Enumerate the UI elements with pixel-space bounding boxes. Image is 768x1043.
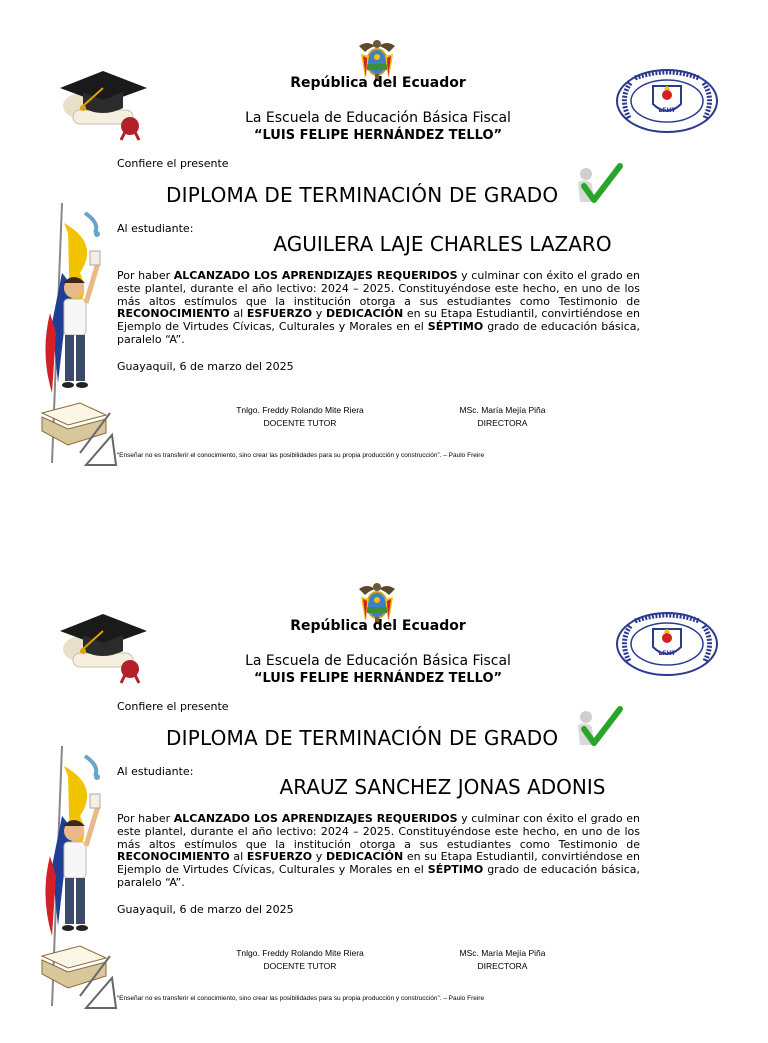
body-text: y culminar con éxito el grado en este plantel, durante el año lectivo: 2024 – 2025. Constituyéndose este hecho, en uno de los más altos estímulos que la institución otorga a sus estudiantes como Testimonio de xyxy=(117,269,640,308)
confiere-text: Confiere el presente xyxy=(117,157,229,170)
body-text: en su Etapa Estudiantil, convirtiéndose en Ejemplo de Virtudes Cívicas, Culturales y Morales en el xyxy=(117,307,640,334)
body-text: al xyxy=(229,307,247,321)
place-date: Guayaquil, 6 de marzo del 2025 xyxy=(117,903,294,916)
school-line: La Escuela de Educación Básica Fiscal xyxy=(245,653,511,669)
student-label: Al estudiante: xyxy=(117,765,194,778)
diploma-body xyxy=(117,270,640,347)
checkmark-icon xyxy=(570,705,626,751)
body-text: Por haber xyxy=(117,812,174,825)
republic-heading: República del Ecuador xyxy=(290,75,466,91)
signer-role: DIRECTORA xyxy=(477,418,528,428)
body-text: al xyxy=(229,850,247,864)
diploma-title: DIPLOMA DE TERMINACIÓN DE GRADO xyxy=(166,183,559,207)
body-bold: DEDICACIÓN xyxy=(326,307,404,321)
body-bold: DEDICACIÓN xyxy=(326,850,404,864)
place-date: Guayaquil, 6 de marzo del 2025 xyxy=(117,360,294,373)
diploma-body xyxy=(117,813,640,890)
student-name: ARAUZ SANCHEZ JONAS ADONIS xyxy=(279,775,606,799)
body-bold: ESFUERZO xyxy=(246,307,313,321)
body-bold: RECONOCIMIENTO xyxy=(117,850,230,864)
confiere-text: Confiere el presente xyxy=(117,700,229,713)
signer-name: MSc. María Mejía Piña xyxy=(459,948,546,958)
signer-name: MSc. María Mejía Piña xyxy=(459,405,546,415)
diploma-2 xyxy=(0,543,768,1043)
student-name: AGUILERA LAJE CHARLES LAZARO xyxy=(273,232,612,256)
body-bold: RECONOCIMIENTO xyxy=(117,307,230,321)
signer-name: Tnlgo. Freddy Rolando Mite Riera xyxy=(236,405,364,415)
body-text: grado de educación básica, paralelo “A”. xyxy=(117,863,640,889)
signature-tutor xyxy=(215,947,385,973)
body-text: Por haber xyxy=(117,269,174,282)
body-text: grado de educación básica, paralelo “A”. xyxy=(117,320,640,346)
diploma-title: DIPLOMA DE TERMINACIÓN DE GRADO xyxy=(166,726,559,750)
quote: “Enseñar no es transferir el conocimiento, sino crear las posibilidades para su propia producción y construcción”. – Paulo Freire xyxy=(117,995,485,1002)
school-line: La Escuela de Educación Básica Fiscal xyxy=(245,110,511,126)
signer-role: DOCENTE TUTOR xyxy=(263,418,337,428)
student-label: Al estudiante: xyxy=(117,222,194,235)
signature-tutor xyxy=(215,404,385,430)
svg-text:LFHT: LFHT xyxy=(658,650,676,657)
diploma-1 xyxy=(0,0,768,500)
signature-director xyxy=(430,404,575,430)
school-name: “LUIS FELIPE HERNÁNDEZ TELLO” xyxy=(253,671,503,686)
body-bold: ALCANZADO LOS APRENDIZAJES REQUERIDOS xyxy=(173,812,458,825)
body-bold: SÉPTIMO xyxy=(427,320,484,334)
signer-name: Tnlgo. Freddy Rolando Mite Riera xyxy=(236,948,364,958)
body-text: y xyxy=(312,307,326,321)
body-bold: ALCANZADO LOS APRENDIZAJES REQUERIDOS xyxy=(173,269,458,282)
svg-text:LFHT: LFHT xyxy=(658,107,676,114)
school-name: “LUIS FELIPE HERNÁNDEZ TELLO” xyxy=(253,128,503,143)
checkmark-icon xyxy=(570,162,626,208)
republic-heading: República del Ecuador xyxy=(290,618,466,634)
body-bold: ESFUERZO xyxy=(246,850,313,864)
body-text: y culminar con éxito el grado en este plantel, durante el año lectivo: 2024 – 2025. Constituyéndose este hecho, en uno de los más altos estímulos que la institución otorga a sus estudiantes como Testimonio de xyxy=(117,812,640,851)
body-bold: SÉPTIMO xyxy=(427,863,484,877)
body-text: en su Etapa Estudiantil, convirtiéndose en Ejemplo de Virtudes Cívicas, Culturales y Morales en el xyxy=(117,850,640,877)
signer-role: DIRECTORA xyxy=(477,961,528,971)
quote: “Enseñar no es transferir el conocimiento, sino crear las posibilidades para su propia producción y construcción”. – Paulo Freire xyxy=(117,452,485,459)
signature-director xyxy=(430,947,575,973)
body-text: y xyxy=(312,850,326,864)
signer-role: DOCENTE TUTOR xyxy=(263,961,337,971)
